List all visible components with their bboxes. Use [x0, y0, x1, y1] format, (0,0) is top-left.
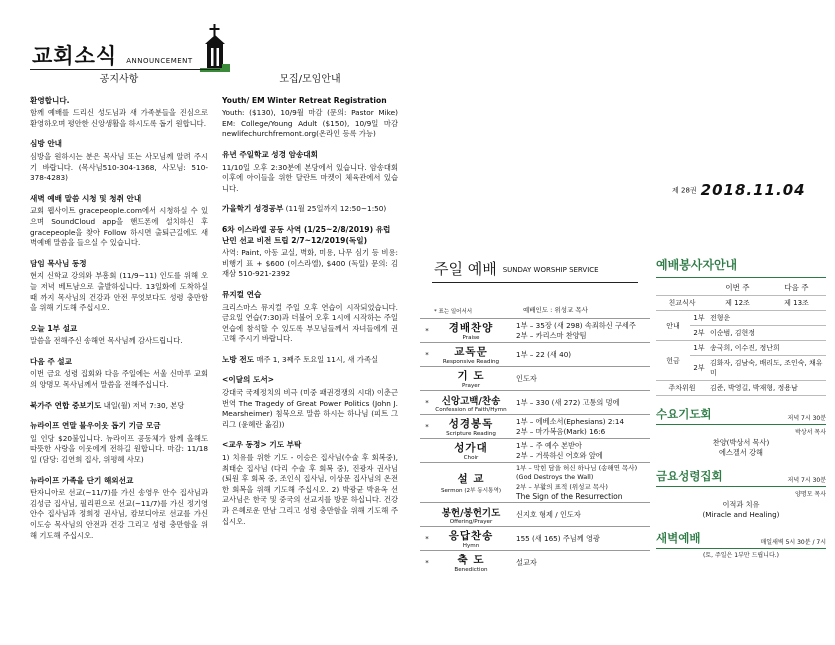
wednesday-preacher: 박상서 목사	[795, 429, 826, 436]
notice-body: 현지 신학교 강의와 부흥회 (11/9~11) 인도를 위해 오늘 저녁 베트남으로 출발하십니다. 13일화에 도착하실 때 까지 목사님의 건강과 안전 무엇보다도 성령 충만함을 위해 기도해 주십시오.	[30, 271, 208, 313]
order-detail-line: 1부 – 35장 (새 298) 속죄하신 구세주	[516, 321, 636, 330]
notice-body: (11월 25일까지 12:50~1:50)	[285, 204, 387, 214]
order-name-en: Choir	[463, 455, 479, 461]
order-row	[420, 526, 650, 550]
wednesday-section	[656, 406, 826, 458]
stand-mark: *	[425, 422, 429, 431]
order-detail	[512, 558, 650, 568]
order-row	[420, 502, 650, 526]
notice-item	[30, 259, 208, 314]
service-staff-table	[656, 280, 826, 396]
order-name	[430, 528, 512, 549]
friday-preacher: 양명모 목사	[795, 491, 826, 498]
order-name-ko: 성가대	[454, 442, 488, 454]
notice-title: 담임 목사님 동정	[30, 258, 87, 268]
notice-body: 강대국 국제정치의 비극 (미중 패권경쟁의 시대) 이춘근 번역 The Tragedy of Great Power Politics (John J. Mearsheimer) 침묵으로 말씀 하시는 하나님 (피트 그리그 (윤혜란 옮김))	[222, 388, 398, 429]
order-detail-line: 인도자	[516, 373, 537, 383]
stand-mark: *	[425, 326, 429, 335]
friday-time: 저녁 7시 30분	[787, 477, 826, 484]
order-name	[430, 552, 512, 573]
order-row	[420, 390, 650, 414]
order-name-ko: 경배찬양	[448, 322, 494, 334]
notice-item	[30, 357, 208, 391]
table-row	[656, 296, 826, 311]
notice-item	[222, 96, 398, 140]
order-detail	[512, 321, 650, 340]
order-detail-line: 1부 – 막힌 담을 허신 하나님 (송해연 목사)	[516, 463, 638, 472]
notice-title: 노방 전도	[222, 354, 254, 364]
wednesday-title	[656, 406, 826, 425]
order-name-en: Confession of Faith/Hymn	[435, 406, 507, 413]
notice-body: 1) 치유를 위한 기도 - 이승은 집사님(수술 후 회복중), 최태순 집사님 (다리 수술 후 회복 중), 진광자 권사님(퇴원 후 회복 중, 조인식 집사님, 이상문 집사님의 온전한 회복을 위해 기도해 주십시오. 2) 박광균 박윤옥 선교사님은 한국 및 중국의 선교지를 방문 하십니다. 건강과 은혜로운 만남 그리고 성령 충만함을 위해 기도해 주십시오.	[222, 453, 398, 526]
order-name-ko: 봉헌/봉헌기도	[441, 507, 501, 519]
order-name-en: Praise	[462, 335, 480, 341]
order-row	[420, 550, 650, 574]
service-staff-title: 예배봉사자안내	[656, 256, 826, 278]
table-header	[656, 280, 826, 296]
notice-title: <이달의 도서>	[222, 375, 275, 385]
wednesday-title-text: 수요기도회	[656, 407, 712, 421]
notice-title: 6차 이스라엘 공동 사역 (1/25~2/8/2019) 유럽 난민 선교 비전 트립 2/7~12/2019(독일)	[222, 224, 391, 245]
order-detail-line: 2부 – 거룩하신 어호와 앞에	[516, 450, 603, 460]
order-detail-line: 155 (새 165) 주님께 영광	[516, 533, 600, 543]
page-subtitle: ANNOUNCEMENT	[126, 57, 193, 65]
order-name-ko: 응답찬송	[448, 530, 494, 542]
notice-item	[30, 401, 208, 412]
order-detail	[512, 510, 650, 520]
col-this-week: 이번 주	[708, 280, 767, 296]
issue-info	[672, 180, 806, 199]
order-name	[430, 505, 512, 525]
table-row	[656, 381, 826, 396]
table-row	[656, 311, 826, 326]
row-value: 이순범, 김현정	[708, 326, 826, 341]
church-icon	[200, 24, 230, 72]
notice-body: 내일(월) 저녁 7:30, 본당	[103, 400, 185, 410]
notice-body: 일 인당 $20불입니다. 뉴라이프 공동체가 함께 올해도 따뜻한 사랑을 이웃에게 전하길 원합니다. 마감: 11/18일 (담당: 김연희 집사, 위평혜 사모)	[30, 433, 208, 465]
order-detail	[512, 534, 650, 544]
notice-body: 함께 예배를 드리신 성도님과 새 가족분들을 진심으로 환영하오며 평안한 신앙생활을 하시도록 돕기 원합니다.	[30, 108, 208, 128]
worship-title-en: SUNDAY WORSHIP SERVICE	[502, 265, 599, 274]
dawn-note: (토, 주일은 1부만 드립니다.)	[703, 552, 779, 559]
notice-item	[222, 290, 398, 345]
order-name-en: Offering/Prayer	[449, 518, 493, 525]
worship-title	[434, 258, 599, 279]
row-value: 전형운	[708, 311, 826, 326]
notice-title: 환영합니다.	[30, 95, 70, 105]
notice-item	[30, 194, 208, 249]
notice-item	[222, 225, 398, 280]
order-name	[430, 440, 512, 461]
row-sublabel: 1부	[690, 311, 708, 326]
order-detail-line: 1부 – 주 예수 본받아	[516, 441, 582, 450]
notice-title: 심방 안내	[30, 139, 62, 149]
header-rule	[30, 69, 220, 70]
notice-body: 매주 1, 3째주 토요일 11시, 새 가족실	[256, 354, 379, 364]
stand-mark: *	[425, 558, 429, 567]
notice-title: 새벽 예배 말씀 시청 및 청취 안내	[30, 193, 142, 203]
notice-body: 탄자니아로 선교(~11/7)를 가신 송영우 안수 집사님과 김성금 집사님, 필리핀으로 선교(~11/7)를 가신 정기영 안수 집사님과 정희정 권사님, 캄보디아로 선교를 가신 이도승 목사님의 안전과 건강 그리고 성령 충만함을 위해 기도해 주십시오.	[30, 488, 208, 540]
row-label: 주차위원	[656, 381, 708, 396]
col-next-week: 다음 주	[767, 280, 826, 296]
notice-body: 말씀을 전해주신 송해연 목사님께 감사드립니다.	[30, 336, 183, 346]
notice-title: 뉴라이프 가족을 단기 해외선교	[30, 475, 134, 485]
order-name-ko: 교독문	[454, 346, 488, 358]
worship-order	[420, 318, 650, 574]
notice-item	[30, 96, 208, 130]
row-value: 송국희, 이수진, 정난희	[708, 341, 826, 356]
order-name	[430, 368, 512, 389]
row-next: 제 13조	[767, 296, 826, 311]
stand-mark: *	[425, 350, 429, 359]
notice-body: 심방을 원하시는 분은 목사님 또는 사모님께 알려 주시기 바랍니다. (목사님510-304-1368, 사모님: 510-378-4283)	[30, 151, 208, 183]
row-sublabel: 1부	[690, 341, 708, 356]
order-name-ko: 성경봉독	[448, 418, 494, 430]
notice-title: 뮤지컬 연습	[222, 289, 262, 299]
notice-column	[30, 75, 208, 551]
issue-date: 2018.11.04	[700, 181, 806, 199]
order-name	[430, 471, 512, 494]
order-row	[420, 318, 650, 342]
notice-item	[222, 355, 398, 366]
notice-title: 오늘 1부 설교	[30, 323, 78, 333]
notice-body: 크리스마스 뮤지컬 주일 오후 연습이 시작되었습니다. 금요일 연습(7:30)과 더불어 오후 1시에 시작하는 주일 연습에 참석할 수 있도록 부모님들께서 자녀들에게 권고해 주시기 바랍니다.	[222, 302, 398, 344]
notice-body: 11/10일 오후 2:30분에 본당에서 있습니다. 암송대회 이후에 아이들을 위한 달란트 마켓이 체육관에서 있습니다.	[222, 162, 398, 193]
notice-item	[30, 421, 208, 465]
order-detail-line: 2부 – 부활의 표적 (위성교 목사)	[516, 482, 608, 491]
column-title: 공지사항	[99, 74, 139, 85]
notice-title: <교우 동정> 기도 부탁	[222, 440, 302, 450]
row-this: 제 12조	[708, 296, 767, 311]
row-label: 헌금	[656, 341, 690, 381]
order-detail-line: 2부 – 카리스마 찬양팀	[516, 330, 587, 340]
notice-body: 사역: Paint, 아동 교실, 벽화, 미용, 나무 심기 등 비용: 비행기 표 + $600 (이스라엘), $400 (독일) 문의: 김재삼 510-921-2392	[222, 248, 398, 279]
table-row	[656, 341, 826, 356]
order-detail	[512, 350, 650, 360]
dawn-title-text: 새벽예배	[656, 531, 701, 545]
dawn-section	[656, 530, 826, 561]
notice-item	[30, 324, 208, 347]
page-title: 교회소식	[32, 44, 118, 68]
notice-title: 가을학기 성경공부	[222, 204, 284, 214]
worship-rule	[432, 282, 638, 283]
order-name-en: Scripture Reading	[446, 431, 496, 437]
left-page	[0, 0, 412, 645]
friday-section	[656, 468, 826, 520]
notice-item	[222, 150, 398, 194]
notice-item	[222, 440, 398, 527]
wednesday-message	[656, 438, 826, 458]
presider: 예배인도 : 위성교 목사	[523, 306, 588, 314]
order-detail-line: The Sign of the Resurrection	[516, 492, 623, 501]
message-line: 찬양(박상서 목사)	[712, 438, 770, 447]
stand-mark: *	[425, 398, 429, 407]
order-name-en: Benediction	[454, 567, 488, 573]
stand-mark: *	[425, 534, 429, 543]
notice-item	[30, 476, 208, 542]
friday-title-text: 금요성령집회	[656, 469, 723, 483]
order-name-ko: 설 교	[457, 473, 485, 485]
order-detail-line: (God Destroys the Wall)	[516, 473, 594, 481]
notice-title: Youth/ EM Winter Retreat Registration	[222, 95, 387, 105]
order-row	[420, 342, 650, 366]
dawn-title	[656, 530, 826, 549]
order-detail-line: 1부 – 에베소서(Ephesians) 2:14	[516, 417, 625, 426]
side-info	[656, 256, 826, 561]
order-name	[430, 344, 512, 365]
order-row	[420, 438, 650, 462]
order-name-en: Responsive Reading	[442, 359, 500, 365]
row-sublabel: 2부	[690, 356, 708, 381]
header	[32, 40, 193, 70]
friday-message	[656, 500, 826, 520]
recruit-column	[222, 75, 398, 537]
order-row	[420, 366, 650, 390]
order-name-ko: 축 도	[457, 554, 485, 566]
order-detail	[512, 398, 650, 408]
order-name-en: Prayer	[461, 383, 481, 389]
order-detail	[512, 374, 650, 384]
order-detail	[512, 464, 650, 502]
notice-item	[222, 375, 398, 430]
order-detail	[512, 417, 650, 436]
order-detail-line: 1부 – 330 (새 272) 고통의 멍에	[516, 397, 620, 407]
order-detail-line: 2부 – 마가복음(Mark) 16:6	[516, 426, 606, 436]
order-name	[430, 320, 512, 341]
order-name-ko: 기 도	[457, 370, 485, 382]
order-name-en: Hymn	[462, 543, 480, 549]
row-label: 친교식사	[656, 296, 708, 311]
notice-title: 다음 주 설교	[30, 356, 72, 366]
notice-body: 이번 금요 성령 집회와 다음 주일에는 서울 신마루 교회의 양명모 목사님께서 말씀을 전해주십니다.	[30, 369, 208, 390]
row-value: 김준, 박영길, 박재형, 정용남	[708, 381, 826, 396]
order-detail-line: 신지호 형제 / 인도자	[516, 509, 581, 519]
order-detail	[512, 441, 650, 460]
wednesday-time: 저녁 7시 30분	[787, 415, 826, 422]
column-title: 모집/모임안내	[279, 74, 341, 85]
row-value: 김화자, 김남숙, 배리도, 조인숙, 채유미	[708, 356, 826, 381]
notice-title: 북가주 연합 중보기도	[30, 400, 102, 410]
notice-item	[222, 204, 398, 215]
order-row	[420, 414, 650, 438]
notice-body: Youth: ($130), 10/9월 마감 (문의: Pastor Mike) EM: College/Young Adult ($150), 10/9일 마감 newlifechurchfremont.org(온라인 등록 가능)	[222, 108, 398, 139]
friday-title	[656, 468, 826, 487]
row-label: 안내	[656, 311, 690, 341]
message-line: 에스겔서 강해	[719, 448, 763, 457]
worship-title-ko: 주일 예배	[434, 260, 497, 278]
order-name	[430, 416, 512, 437]
issue-volume: 제 28권	[672, 186, 697, 195]
right-page	[420, 0, 835, 645]
order-name-en: Sermon (2부 동시통역)	[440, 488, 502, 494]
notice-item	[30, 139, 208, 183]
order-detail-line: 1부 – 22 (새 40)	[516, 349, 572, 359]
order-detail-line: 설교자	[516, 557, 537, 567]
dawn-time: 매일새벽 5시 30분 / 7시	[760, 539, 826, 546]
message-line: (Miracle and Healing)	[702, 510, 780, 519]
order-name-ko: 신앙고백/찬송	[441, 395, 501, 407]
order-row	[420, 462, 650, 502]
row-sublabel: 2부	[690, 326, 708, 341]
notice-body: 교회 웹사이트 gracepeople.com에서 시청하실 수 있으며 SoundCloud app을 핸드폰에 설치하신 후 gracepeople을 찾아 Follow 하시면 출퇴근길에도 새벽예배 말씀을 들으실 수 있습니다.	[30, 206, 208, 248]
message-line: 이적과 치유	[722, 500, 760, 509]
notice-title: 뉴라이프 연말 불우이웃 돕기 기금 모금	[30, 421, 161, 431]
notice-title: 유년 주일학교 성경 암송대회	[222, 149, 318, 159]
order-name	[430, 393, 512, 413]
stand-note: * 표는 일어서서	[434, 309, 473, 315]
